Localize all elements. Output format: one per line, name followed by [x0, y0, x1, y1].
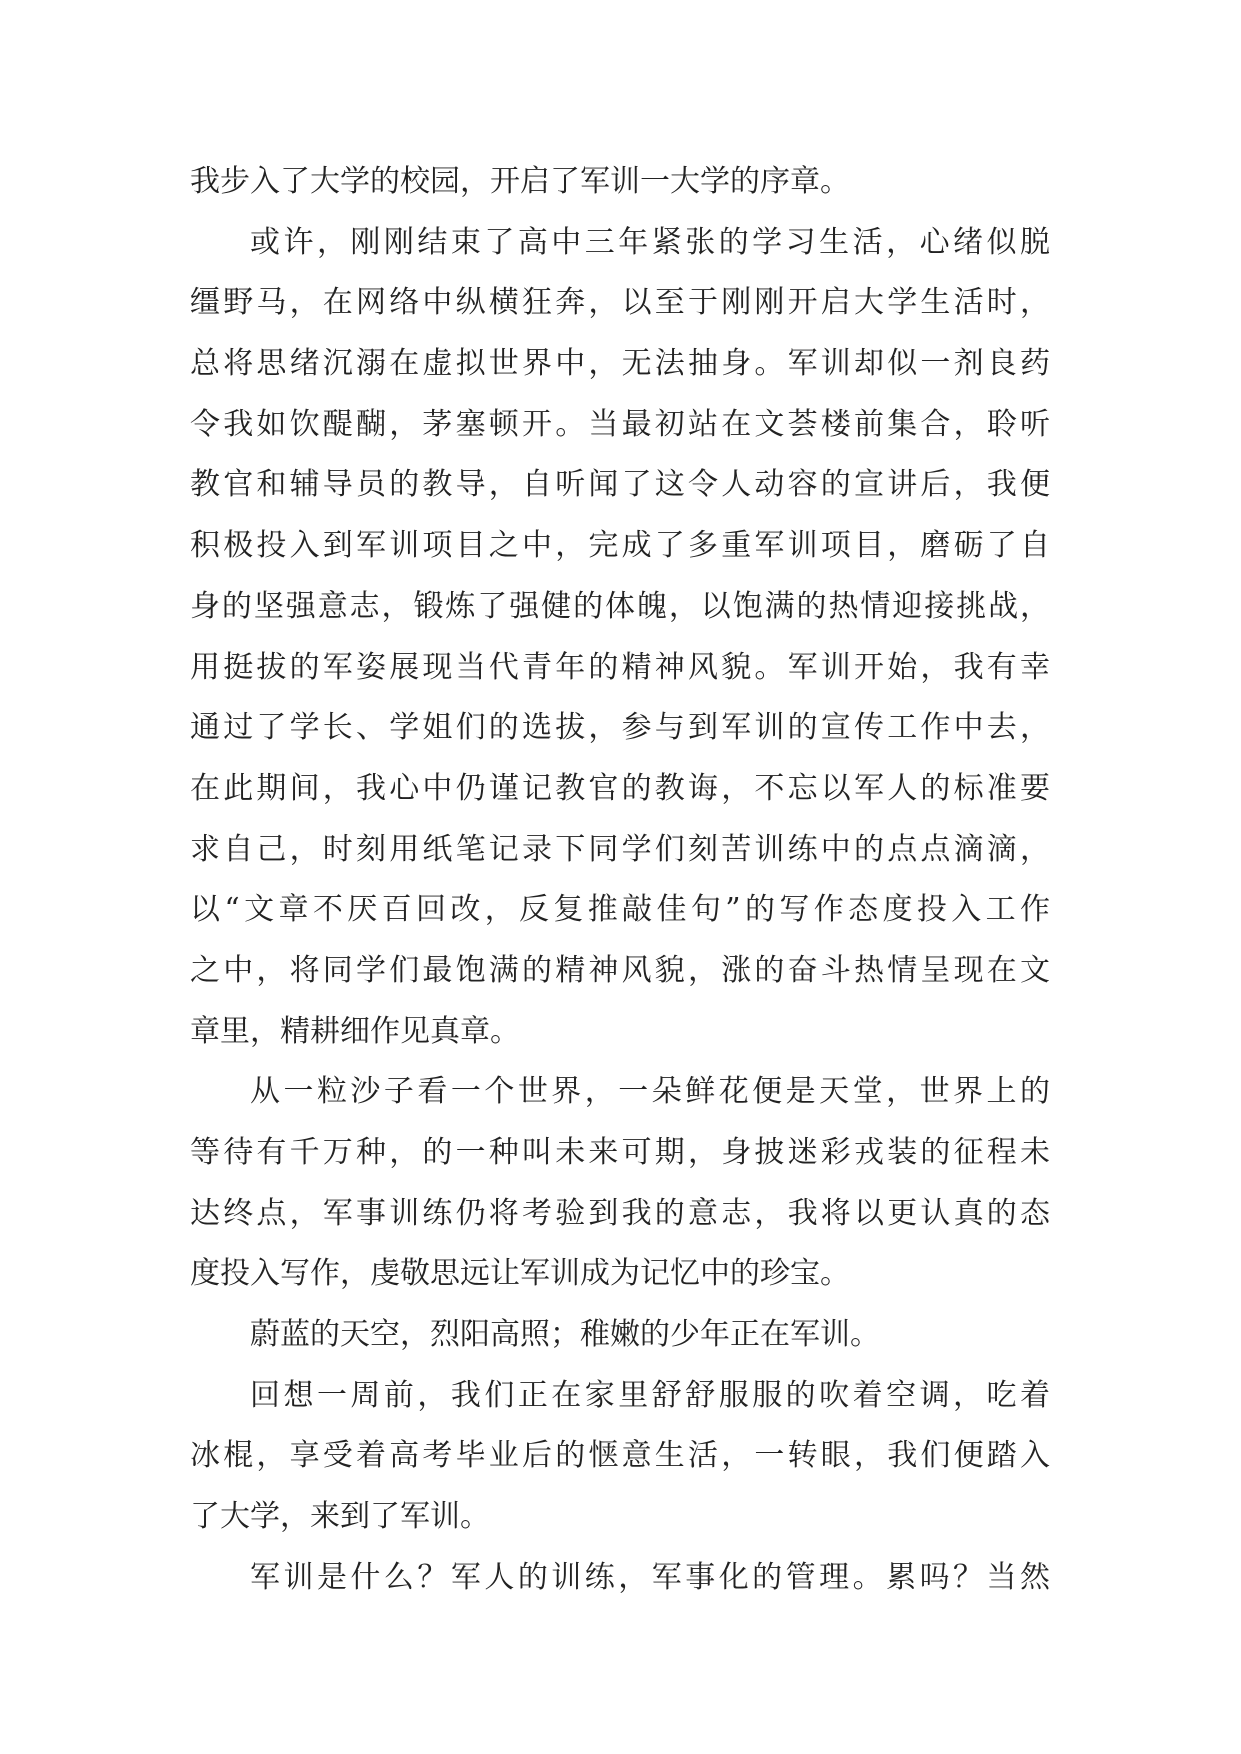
text-line: 等待有千万种，的一种叫未来可期，身披迷彩戎装的征程未: [190, 1135, 1050, 1170]
text-line: 以“文章不厌百回改，反复推敲佳句”的写作态度投入工作: [190, 892, 1050, 928]
text-line: 用挺拔的军姿展现当代青年的精神风貌。军训开始，我有幸: [190, 649, 1050, 685]
text-line: 度投入写作，虔敬思远让军训成为记忆中的珍宝。: [190, 1256, 850, 1292]
text-line: 通过了学长、学姐们的选拔，参与到军训的宣传工作中去，: [190, 710, 1050, 746]
text-line: 达终点，军事训练仍将考验到我的意志，我将以更认真的态: [190, 1195, 1050, 1231]
text-line: 教官和辅导员的教导，自听闻了这令人动容的宣讲后，我便: [190, 467, 1050, 503]
text-line: 积极投入到军训项目之中，完成了多重军训项目，磨砺了自: [190, 528, 1050, 564]
text-line: 回想一周前，我们正在家里舒舒服服的吹着空调，吃着: [250, 1377, 1050, 1413]
text-line: 我步入了大学的校园，开启了军训一大学的序章。: [190, 164, 850, 199]
text-line: 之中，将同学们最饱满的精神风貌，涨的奋斗热情呈现在文: [190, 952, 1050, 988]
text-line: 身的坚强意志，锻炼了强健的体魄，以饱满的热情迎接挑战，: [190, 588, 1050, 624]
text-line: 章里，精耕细作见真章。: [190, 1013, 520, 1049]
text-line: 求自己，时刻用纸笔记录下同学们刻苦训练中的点点滴滴，: [190, 831, 1050, 867]
text-line: 从一粒沙子看一个世界，一朵鲜花便是天堂，世界上的: [250, 1074, 1050, 1110]
text-line: 冰棍，享受着高考毕业后的惬意生活，一转眼，我们便踏入: [190, 1438, 1050, 1474]
text-line: 在此期间，我心中仍谨记教官的教诲，不忘以军人的标准要: [190, 770, 1050, 806]
text-line: 军训是什么？军人的训练，军事化的管理。累吗？当然: [250, 1559, 1050, 1595]
text-line: 令我如饮醍醐，茅塞顿开。当最初站在文荟楼前集合，聆听: [190, 406, 1050, 442]
text-line: 总将思绪沉溺在虚拟世界中，无法抽身。军训却似一剂良药: [190, 346, 1050, 382]
text-line: 蔚蓝的天空，烈阳高照；稚嫩的少年正在军训。: [250, 1317, 880, 1353]
text-line: 了大学，来到了军训。: [190, 1499, 490, 1535]
text-line: 或许，刚刚结束了高中三年紧张的学习生活，心绪似脱: [250, 224, 1050, 260]
text-line: 缰野马，在网络中纵横狂奔，以至于刚刚开启大学生活时，: [190, 285, 1050, 321]
body-text: [190, 152, 1050, 1609]
